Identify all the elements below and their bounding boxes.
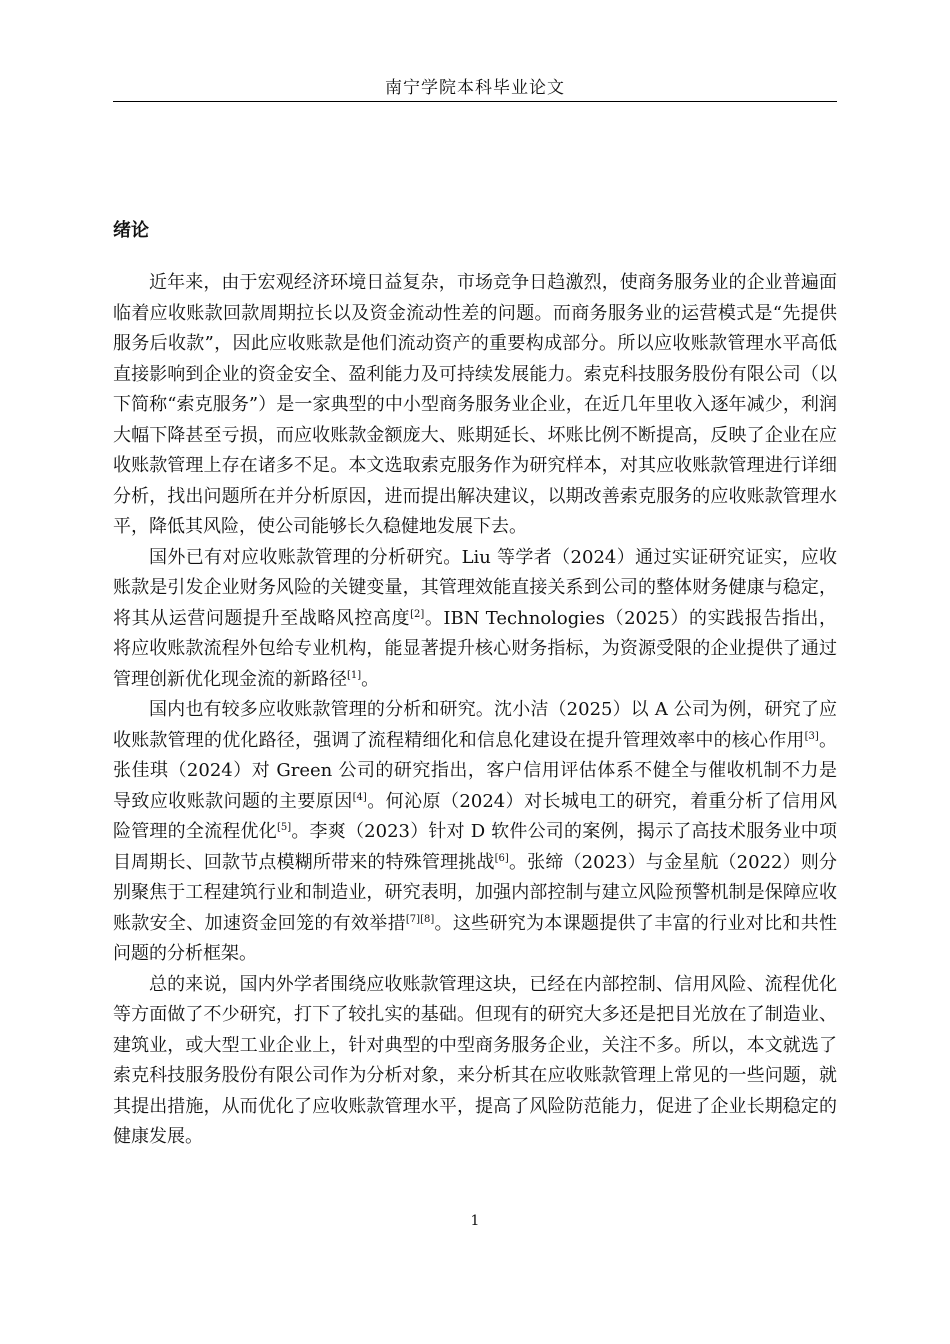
body-text <box>113 268 837 1153</box>
paragraph-text: 国内也有较多应收账款管理的分析和研究。沈小洁（2025）以 A 公司为例，研究了应收账款管理的优化路径，强调了流程精细化和信息化建设在提升管理效率中的核心作用 <box>113 699 837 751</box>
header-title: 南宁学院本科毕业论文 <box>385 78 565 98</box>
header-divider <box>113 101 837 102</box>
paragraph-text: 。李爽（2023）针对 D 软件公司的案例，揭示了高技术服务业中项目周期长、回款节点模糊所带来的特殊管理挑战 <box>113 821 838 873</box>
citation-marker: [1] <box>347 669 362 681</box>
paragraph-text: 。这些研究为本课题提供了丰富的行业对比和共性问题的分析框架。 <box>113 912 837 964</box>
paragraph-text: 。 <box>361 668 380 690</box>
citation-marker: [3] <box>804 730 819 742</box>
section-title: 绪论 <box>113 220 149 241</box>
citation-marker: [6] <box>494 852 509 864</box>
page-number: 1 <box>470 1213 480 1229</box>
paragraph <box>113 268 837 543</box>
paragraph <box>113 543 837 696</box>
paragraph-text: 近年来，由于宏观经济环境日益复杂，市场竞争日趋激烈，使商务服务业的企业普遍面临着应收账款回款周期拉长以及资金流动性差的问题。而商务服务业的运营模式是“先提供服务后收款”，因此应收账款是他们流动资产的重要构成部分。所以应收账款管理水平高低直接影响到企业的资金安全、盈利能力及可持续发展能力。索克科技服务股份有限公司（以下简称“索克服务”）是一家典型的中小型商务服务业企业，在近几年里收入逐年减少，利润大幅下降甚至亏损，而应收账款金额庞大、账期延长、坏账比例不断提高，反映了企业在应收账款管理上存在诸多不足。本文选取索克服务作为研究样本，对其应收账款管理进行详细分析，找出问题所在并分析原因，进而提出解决建议，以期改善索克服务的应收账款管理水平，降低其风险，使公司能够长久稳健地发展下去。 <box>113 272 837 537</box>
citation-marker: [7][8] <box>405 913 435 925</box>
paragraph-text: 。张佳琪（2024）对 Green 公司的研究指出，客户信用评估体系不健全与催收机制不力是导致应收账款问题的主要原因 <box>113 729 837 812</box>
paragraph-text: 。IBN Technologies（2025）的实践报告指出，将应收账款流程外包给专业机构，能显著提升核心财务指标，为资源受限的企业提供了通过管理创新优化现金流的新路径 <box>113 607 837 690</box>
citation-marker: [2] <box>410 608 425 620</box>
paragraph-text: 。何沁原（2024）对长城电工的研究，着重分析了信用风险管理的全流程优化 <box>113 790 838 842</box>
paragraph-text: 。张缔（2023）与金星航（2022）则分别聚焦于工程建筑行业和制造业，研究表明，加强内部控制与建立风险预警机制是保障应收账款安全、加速资金回笼的有效举措 <box>113 851 837 934</box>
paragraph <box>113 695 837 970</box>
citation-marker: [4] <box>352 791 367 803</box>
paragraph-text: 总的来说，国内外学者围绕应收账款管理这块，已经在内部控制、信用风险、流程优化等方面做了不少研究，打下了较扎实的基础。但现有的研究大多还是把目光放在了制造业、建筑业，或大型工业企业上，针对典型的中型商务服务企业，关注不多。所以，本文就选了索克科技服务股份有限公司作为分析对象，来分析其在应收账款管理上常见的一些问题，就其提出措施，从而优化了应收账款管理水平，提高了风险防范能力，促进了企业长期稳定的健康发展。 <box>113 973 837 1147</box>
citation-marker: [5] <box>276 822 292 833</box>
paragraph <box>113 970 837 1153</box>
paragraph-text: 国外已有对应收账款管理的分析研究。Liu 等学者（2024）通过实证研究证实，应收账款是引发企业财务风险的关键变量，其管理效能直接关系到公司的整体财务健康与稳定，将其从运营问题提升至战略风控高度 <box>113 546 837 629</box>
